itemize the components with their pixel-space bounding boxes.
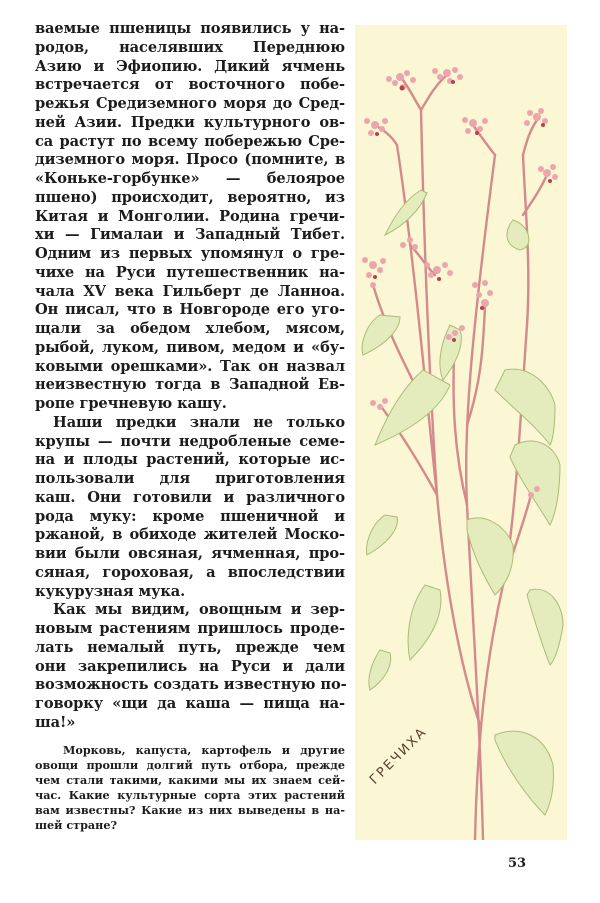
text-line: крупы — почти недробленые семе- — [35, 432, 345, 450]
page-number: 53 — [508, 856, 527, 871]
text-line: новым растениям пришлось проде- — [35, 620, 345, 637]
text-line: возможность создать известную по- — [35, 676, 347, 694]
text-line: са растут по всему побережью Сре- — [35, 132, 345, 150]
text-line: чала XV века Гильберт де Ланноа. — [35, 282, 345, 300]
text-line: Как мы видим, овощным и зер- — [53, 601, 345, 619]
paragraph-1 — [35, 20, 345, 414]
paragraph-2 — [35, 414, 345, 602]
question-line: вам известны? Какие из них выведены в на- — [35, 803, 345, 818]
text-line: Азию и Эфиопию. Дикий ячмень — [35, 57, 345, 75]
question-line: час. Какие культурные сорта этих растений — [35, 788, 345, 803]
paragraph-3 — [35, 601, 345, 732]
text-line: пшено) происходит, вероятно, из — [35, 188, 345, 206]
text-line: хи — Гималаи и Западный Тибет. — [35, 226, 345, 244]
text-line: режья Средиземного моря до Сред- — [35, 95, 345, 112]
text-line: встречается от восточного побе- — [35, 76, 345, 94]
text-line: диземного моря. Просо (помните, в — [35, 151, 345, 169]
text-line: сяная, гороховая, а впоследствии — [35, 563, 345, 581]
review-question — [35, 743, 345, 834]
text-line: Одним из первых упомянул о гре- — [35, 245, 345, 262]
text-line: пользовали для приготовления — [35, 470, 345, 487]
text-line: ропе гречневую кашу. — [35, 395, 227, 412]
text-line: ковыми орешками». Так он назвал — [35, 357, 345, 375]
text-line: говорку «щи да каша — пища на- — [35, 695, 345, 712]
text-line: рода муку: кроме пшеничной и — [35, 507, 345, 525]
text-line: кукурузная мука. — [35, 582, 186, 600]
main-text-column — [35, 20, 345, 733]
text-line: родов, населявших Переднюю — [35, 38, 345, 56]
question-line: Морковь, капуста, картофель и другие — [63, 743, 345, 757]
text-line: щали за обедом хлебом, мясом, — [35, 320, 345, 337]
text-line: ржаной, в обиходе жителей Моско- — [35, 526, 345, 544]
illustration-caption: ГРЕЧИХА — [367, 724, 431, 788]
text-line: Он писал, что в Новгороде его уго- — [35, 301, 345, 319]
buckwheat-plant-icon — [355, 25, 567, 840]
text-line: Наши предки знали не только — [53, 413, 345, 431]
text-line: «Коньке-горбунке» — белоярое — [35, 170, 345, 187]
text-line: ша!» — [35, 713, 76, 731]
text-line: вии были овсяная, ячменная, про- — [35, 545, 345, 562]
text-line: они закрепились на Руси и дали — [35, 657, 345, 675]
question-line: шей стране? — [35, 818, 118, 833]
text-line: каш. Они готовили и различного — [35, 488, 345, 506]
text-line: Китая и Монголии. Родина гречи- — [35, 207, 345, 225]
text-line: неизвестную тогда в Западной Ев- — [35, 376, 345, 394]
text-line: чихе на Руси путешественник на- — [35, 263, 345, 281]
text-line: лать немалый путь, прежде чем — [35, 638, 345, 656]
text-line: рыбой, луком, пивом, медом и «бу- — [35, 338, 345, 356]
text-line: на и плоды растений, которые ис- — [35, 451, 345, 469]
text-line: ваемые пшеницы появились у на- — [35, 20, 345, 37]
buckwheat-illustration — [355, 25, 567, 840]
question-line: овощи прошли долгий путь отбора, прежде — [35, 758, 345, 773]
text-line: ней Азии. Предки культурного ов- — [35, 113, 345, 131]
question-line: чем стали такими, какими мы их знаем сей- — [35, 773, 345, 788]
